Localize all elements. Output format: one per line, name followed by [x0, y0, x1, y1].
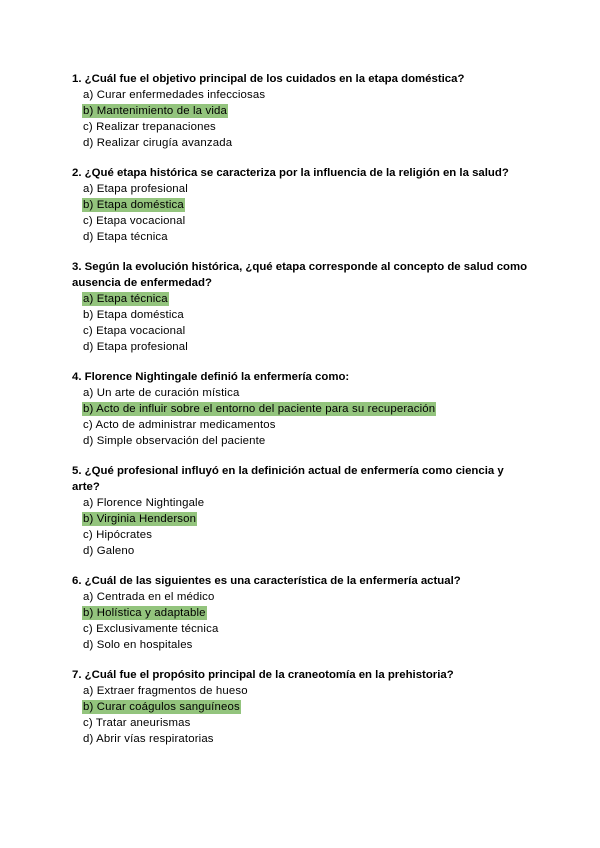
answer-label: d) Realizar cirugía avanzada [83, 137, 233, 149]
question-text: 4. Florence Nightingale definió la enfermería como: [72, 371, 350, 383]
answer-option [72, 417, 532, 433]
answer-options [72, 495, 532, 559]
answer-option [72, 495, 532, 511]
answer-label: d) Solo en hospitales [83, 639, 193, 651]
highlighted-answer-label: b) Etapa doméstica [83, 199, 184, 211]
answer-label: c) Exclusivamente técnica [83, 623, 219, 635]
answer-option-correct [72, 103, 532, 119]
answer-option [72, 135, 532, 151]
answer-label: a) Un arte de curación mística [83, 387, 240, 399]
answer-option [72, 323, 532, 339]
answer-options [72, 683, 532, 747]
answer-label: d) Simple observación del paciente [83, 435, 266, 447]
answer-options [72, 589, 532, 653]
answer-label: c) Tratar aneurismas [83, 717, 191, 729]
answer-option [72, 339, 532, 355]
answer-option [72, 683, 532, 699]
answer-option [72, 527, 532, 543]
quiz-list [72, 71, 532, 761]
answer-option-correct [72, 699, 532, 715]
answer-label: c) Hipócrates [83, 529, 153, 541]
answer-label: d) Abrir vías respiratorias [83, 733, 214, 745]
answer-label: c) Etapa vocacional [83, 215, 186, 227]
question-block [72, 573, 532, 653]
highlighted-answer-label: b) Virginia Henderson [83, 513, 197, 525]
answer-option [72, 637, 532, 653]
highlighted-answer-label: a) Etapa técnica [83, 293, 168, 305]
question-block [72, 71, 532, 151]
question-block [72, 259, 532, 355]
answer-option-correct [72, 511, 532, 527]
answer-options [72, 385, 532, 449]
question-text: 1. ¿Cuál fue el objetivo principal de los cuidados en la etapa doméstica? [72, 73, 465, 85]
answer-label: b) Etapa doméstica [83, 309, 184, 321]
answer-label: d) Etapa técnica [83, 231, 168, 243]
highlighted-answer-label: b) Curar coágulos sanguíneos [83, 701, 240, 713]
answer-label: a) Curar enfermedades infecciosas [83, 89, 266, 101]
answer-label: a) Florence Nightingale [83, 497, 205, 509]
answer-option [72, 621, 532, 637]
question-text: 7. ¿Cuál fue el propósito principal de la craneotomía en la prehistoria? [72, 669, 454, 681]
question-text: 6. ¿Cuál de las siguientes es una característica de la enfermería actual? [72, 575, 461, 587]
question-text: 2. ¿Qué etapa histórica se caracteriza por la influencia de la religión en la salud? [72, 167, 509, 179]
answer-options [72, 291, 532, 355]
answer-option [72, 307, 532, 323]
answer-options [72, 87, 532, 151]
answer-option [72, 731, 532, 747]
answer-option [72, 543, 532, 559]
answer-label: d) Galeno [83, 545, 135, 557]
answer-label: a) Etapa profesional [83, 183, 188, 195]
answer-option-correct [72, 291, 532, 307]
answer-label: a) Extraer fragmentos de hueso [83, 685, 248, 697]
highlighted-answer-label: b) Holística y adaptable [83, 607, 206, 619]
answer-option [72, 715, 532, 731]
answer-option-correct [72, 605, 532, 621]
answer-label: c) Acto de administrar medicamentos [83, 419, 276, 431]
question-block [72, 369, 532, 449]
answer-option [72, 87, 532, 103]
answer-option [72, 119, 532, 135]
answer-option-correct [72, 197, 532, 213]
question-text: 3. Según la evolución histórica, ¿qué etapa corresponde al concepto de salud como ausencia de enfermedad? [72, 261, 528, 289]
answer-option [72, 229, 532, 245]
highlighted-answer-label: b) Acto de influir sobre el entorno del paciente para su recuperación [83, 403, 436, 415]
answer-label: a) Centrada en el médico [83, 591, 215, 603]
answer-options [72, 181, 532, 245]
question-block [72, 667, 532, 747]
answer-option [72, 589, 532, 605]
question-text: 5. ¿Qué profesional influyó en la definición actual de enfermería como ciencia y arte? [72, 465, 504, 493]
highlighted-answer-label: b) Mantenimiento de la vida [83, 105, 227, 117]
answer-option [72, 181, 532, 197]
answer-label: c) Etapa vocacional [83, 325, 186, 337]
answer-option [72, 433, 532, 449]
question-block [72, 463, 532, 559]
question-block [72, 165, 532, 245]
answer-option-correct [72, 401, 532, 417]
answer-label: d) Etapa profesional [83, 341, 188, 353]
answer-option [72, 213, 532, 229]
answer-label: c) Realizar trepanaciones [83, 121, 216, 133]
answer-option [72, 385, 532, 401]
